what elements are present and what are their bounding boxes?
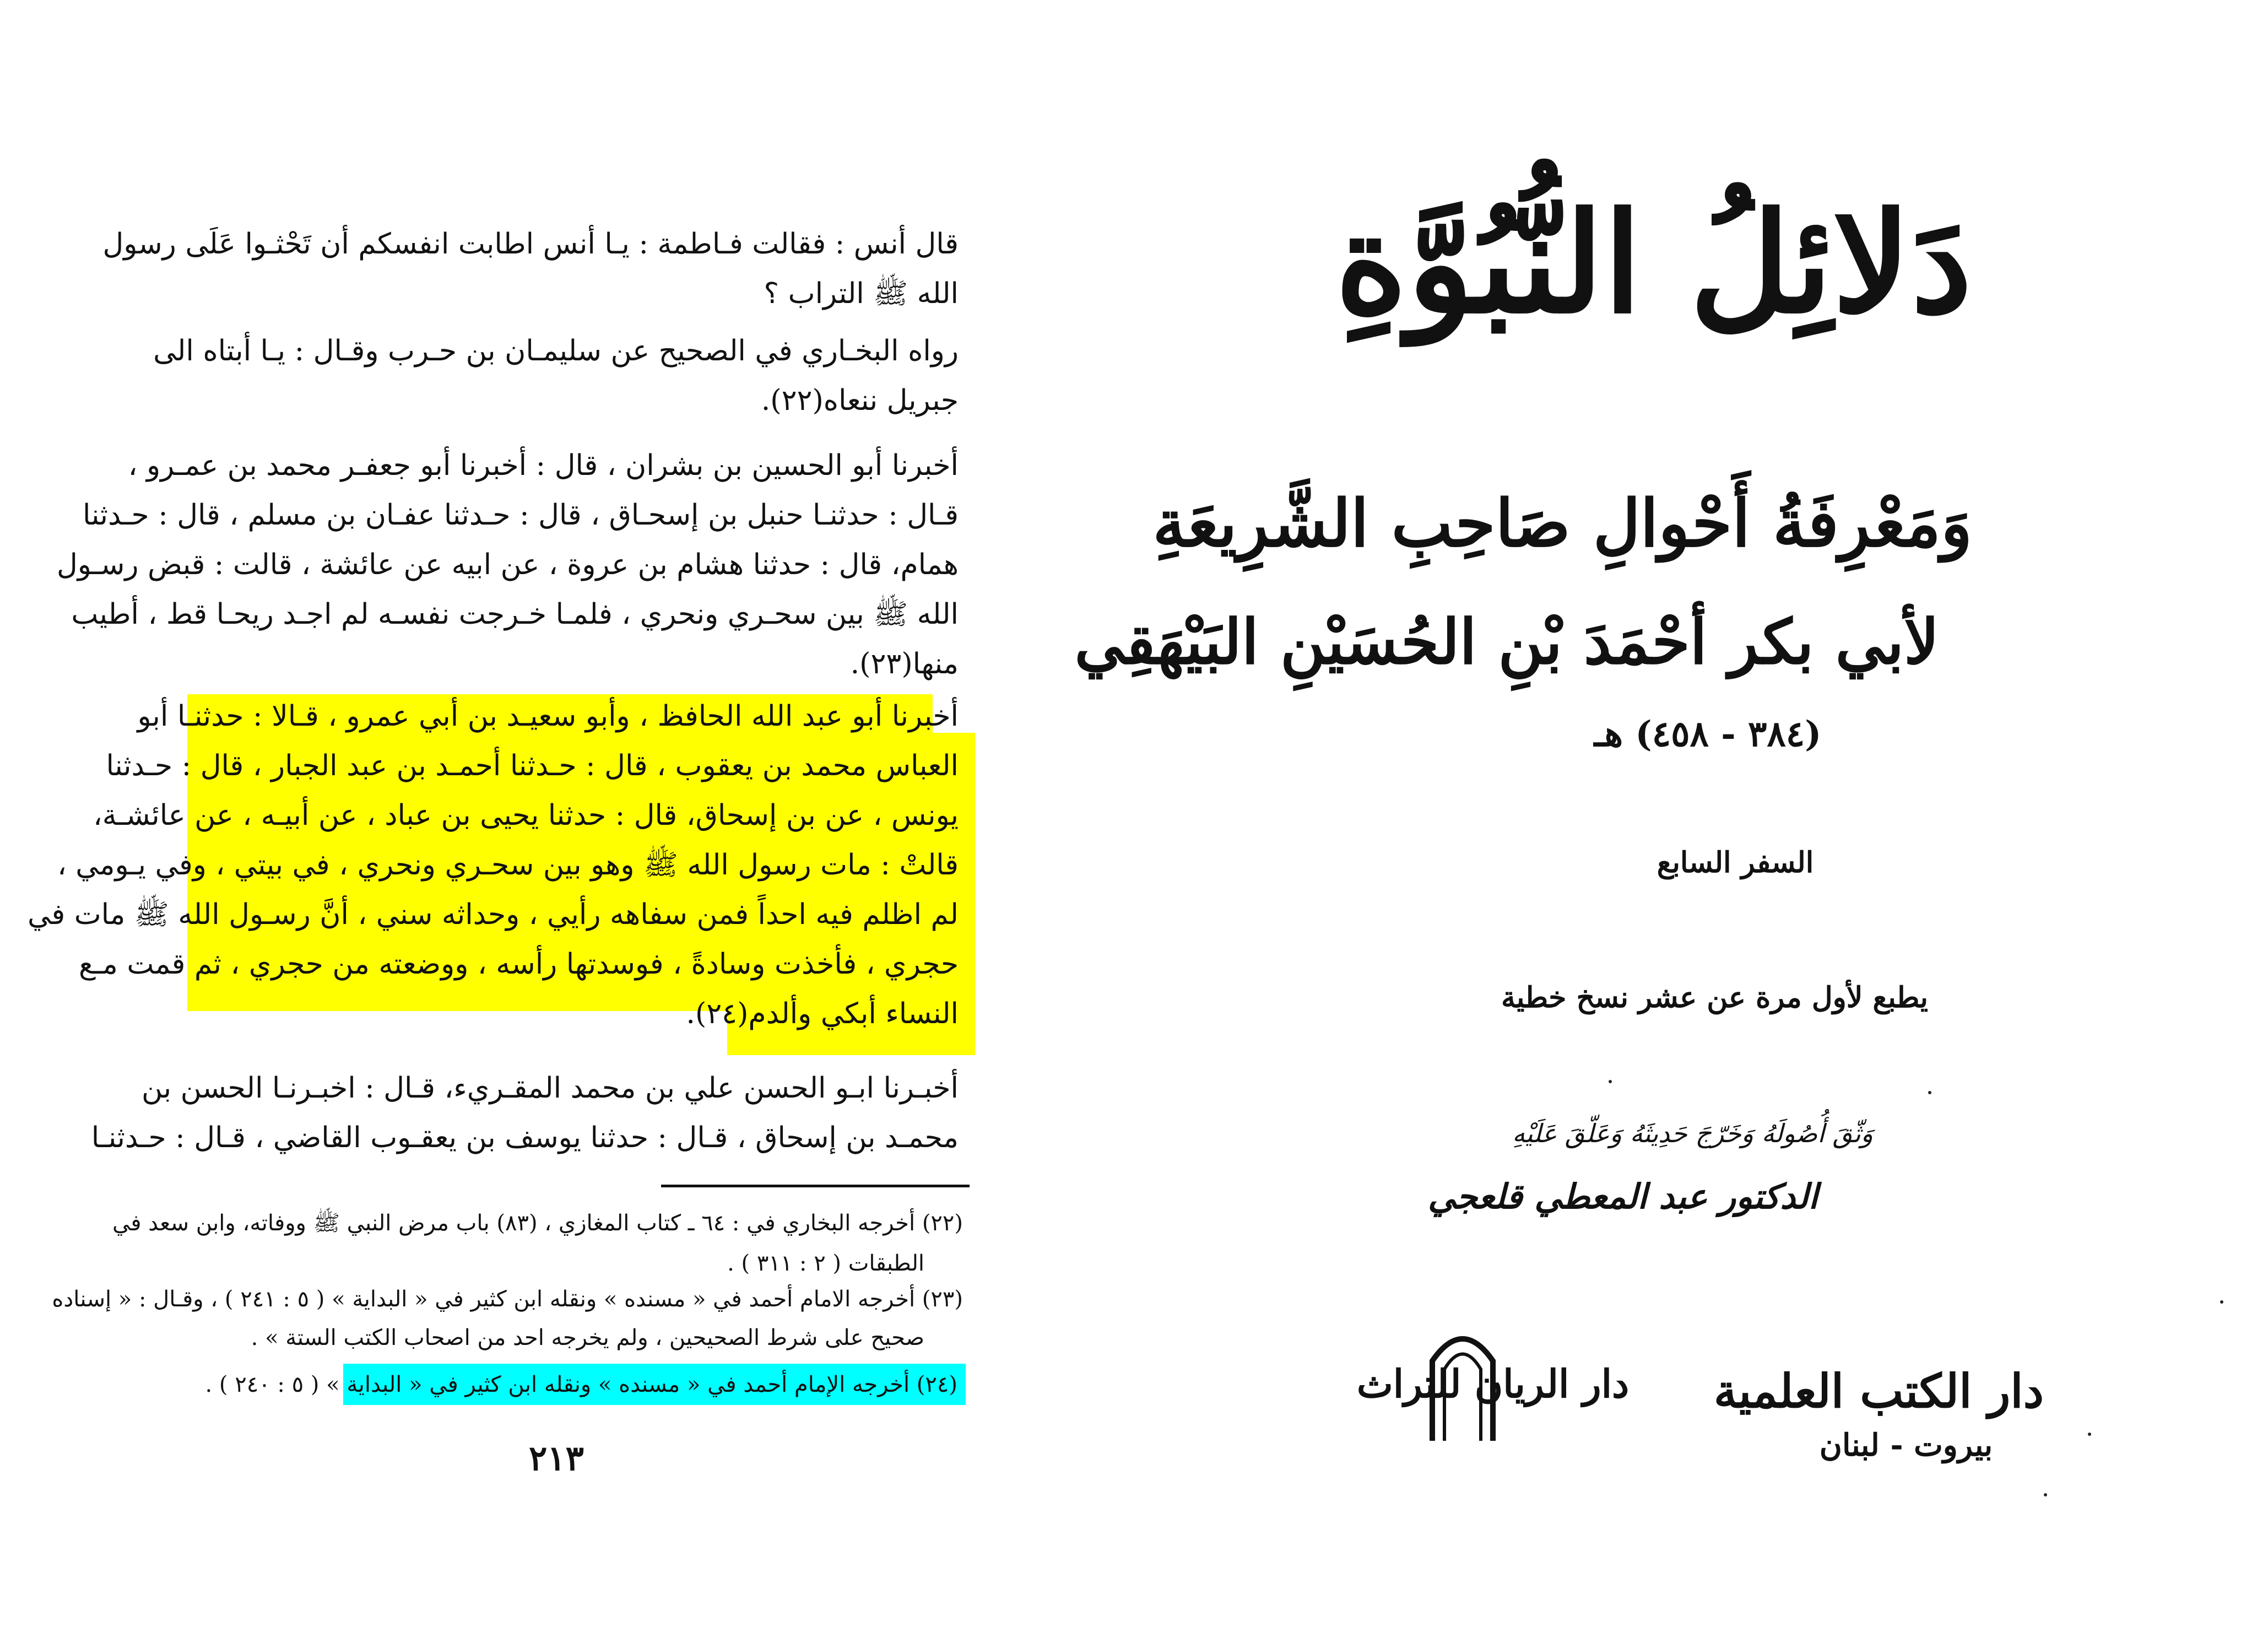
text-line: العباس محمد بن يعقوب ، قال : حـدثنا أحمـد بن عبد الجبار ، قال : حـدثنا [106,749,959,782]
publisher-1-name: دار الكتب العلمية [1713,1364,2044,1418]
paragraph-2 [153,326,959,425]
volume-label: السفر السابع [1657,846,1814,879]
footnote-23-line-1: (٢٣) أخرجه الامام أحمد في « مسنده » ونقله ابن كثير في « البداية » ( ٥ : ٢٤١ ) ، وقـال : « إسناده [52,1287,963,1312]
text-line: أخبـرنا ابـو الحسن علي بن محمد المقـريء، قـال : اخبـرنـا الحسن بن [141,1072,959,1105]
scan-speck [2044,1493,2047,1496]
publisher-1-location: بيروت - لبنان [1819,1427,1993,1463]
editor-role: وَثّقَ أُصُولَهُ وَخَرّجَ حَدِيثَهُ وَعَلّقَ عَلَيْهِ [1512,1118,1873,1148]
author-dates: (٣٨٤ - ٤٥٨) هـ [1594,714,1822,755]
paragraph-1 [102,219,959,318]
paragraph-3 [56,441,959,689]
paragraph-4-highlighted [28,691,959,1039]
publisher-2-name: دار الريان للتراث [1356,1361,1630,1407]
editor-name: الدكتور عبد المعطي قلعجي [1427,1176,1818,1217]
paragraph-5 [91,1063,959,1163]
text-line: حجري ، فأخذت وسادةً ، فوسدتها رأسه ، ووضعته من حجري ، ثم قمت مـع [79,948,959,981]
text-line: منها(٢٣). [850,647,959,680]
text-line: رواه البخـاري في الصحيح عن سليمـان بن حـرب وقـال : يـا أبتاه الى [153,334,959,368]
text-line: أخبرنا أبو عبد الله الحافظ ، وأبو سعيـد بن أبي عمرو ، قـالا : حدثنـا أبو [137,700,959,733]
scan-speck [2088,1433,2091,1436]
scan-speck [2220,1300,2223,1304]
book-subtitle: وَمَعْرِفَةُ أَحْوالِ صَاحِبِ الشَّرِيعَةِ [1152,485,1972,561]
edition-note: يطبع لأول مرة عن عشر نسخ خطية [1501,981,1928,1014]
text-line: لم اظلم فيه احداً فمن سفاهه رأيي ، وحداثه سني ، أنَّ رسـول الله ﷺ مات في [28,898,959,931]
text-line: أخبرنا أبو الحسين بن بشران ، قال : أخبرنا أبو جعفـر محمد بن عمـرو ، [128,449,959,482]
book-title: دَلائِلُ النُّبُوَّةِ [1335,182,1972,344]
text-line: الله ﷺ بين سحـري ونحري ، فلمـا خـرجت نفسـه لم اجـد ريحـا قط ، أطيب [71,598,959,631]
scan-speck [1928,1091,1931,1094]
author-name: لأبي بكر أحْمَدَ بْنِ الحُسَيْنِ البَيْهَقِي [1074,606,1939,678]
text-line: همام، قال : حدثنا هشام بن عروة ، عن ابيه عن عائشة ، قالت : قبض رسـول [56,548,959,581]
footnote-24: (٢٤) أخرجه الإمام أحمد في « مسنده » ونقله ابن كثير في « البداية » ( ٥ : ٢٤٠ ) . [205,1372,957,1397]
text-line: الله ﷺ التراب ؟ [764,277,959,310]
footnote-22-line-1: (٢٢) أخرجه البخاري في : ٦٤ ـ كتاب المغازي ، (٨٣) باب مرض النبي ﷺ ووفاته، وابن سعد في [112,1211,963,1236]
text-line: قال أنس : فقالت فـاطمة : يـا أنس اطابت انفسكم أن تَحْثـوا عَلَى رسول [102,228,959,261]
text-line: جبريل ننعاه(٢٢). [761,384,959,417]
text-line: النساء أبكي وألدم(٢٤). [686,997,959,1030]
page-number: ٢١٣ [529,1438,584,1478]
footnote-divider [661,1185,970,1187]
text-line: قـال : حدثنـا حنبل بن إسحـاق ، قال : حـدثنا عفـان بن مسلم ، قال : حـدثنا [82,499,959,532]
footnote-23-line-2: صحيح على شرط الصحيحين ، ولم يخرجه احد من اصحاب الكتب الستة » . [251,1325,924,1350]
text-line: يونس ، عن بن إسحاق، قال : حدثنا يحيى بن عباد ، عن أبيـه ، عن عائشـة، [93,799,959,832]
text-line: قالتْ : مات رسول الله ﷺ وهو بين سحـري ونحري ، في بيتي ، وفي يـومي ، [57,849,959,882]
footnote-22-line-2: الطبقات ( ٢ : ٣١١ ) . [727,1251,924,1276]
text-line: محمـد بن إسحاق ، قـال : حدثنا يوسف بن يعقـوب القاضي ، قـال : حـدثنـا [91,1121,959,1154]
scan-speck [1609,1080,1612,1083]
